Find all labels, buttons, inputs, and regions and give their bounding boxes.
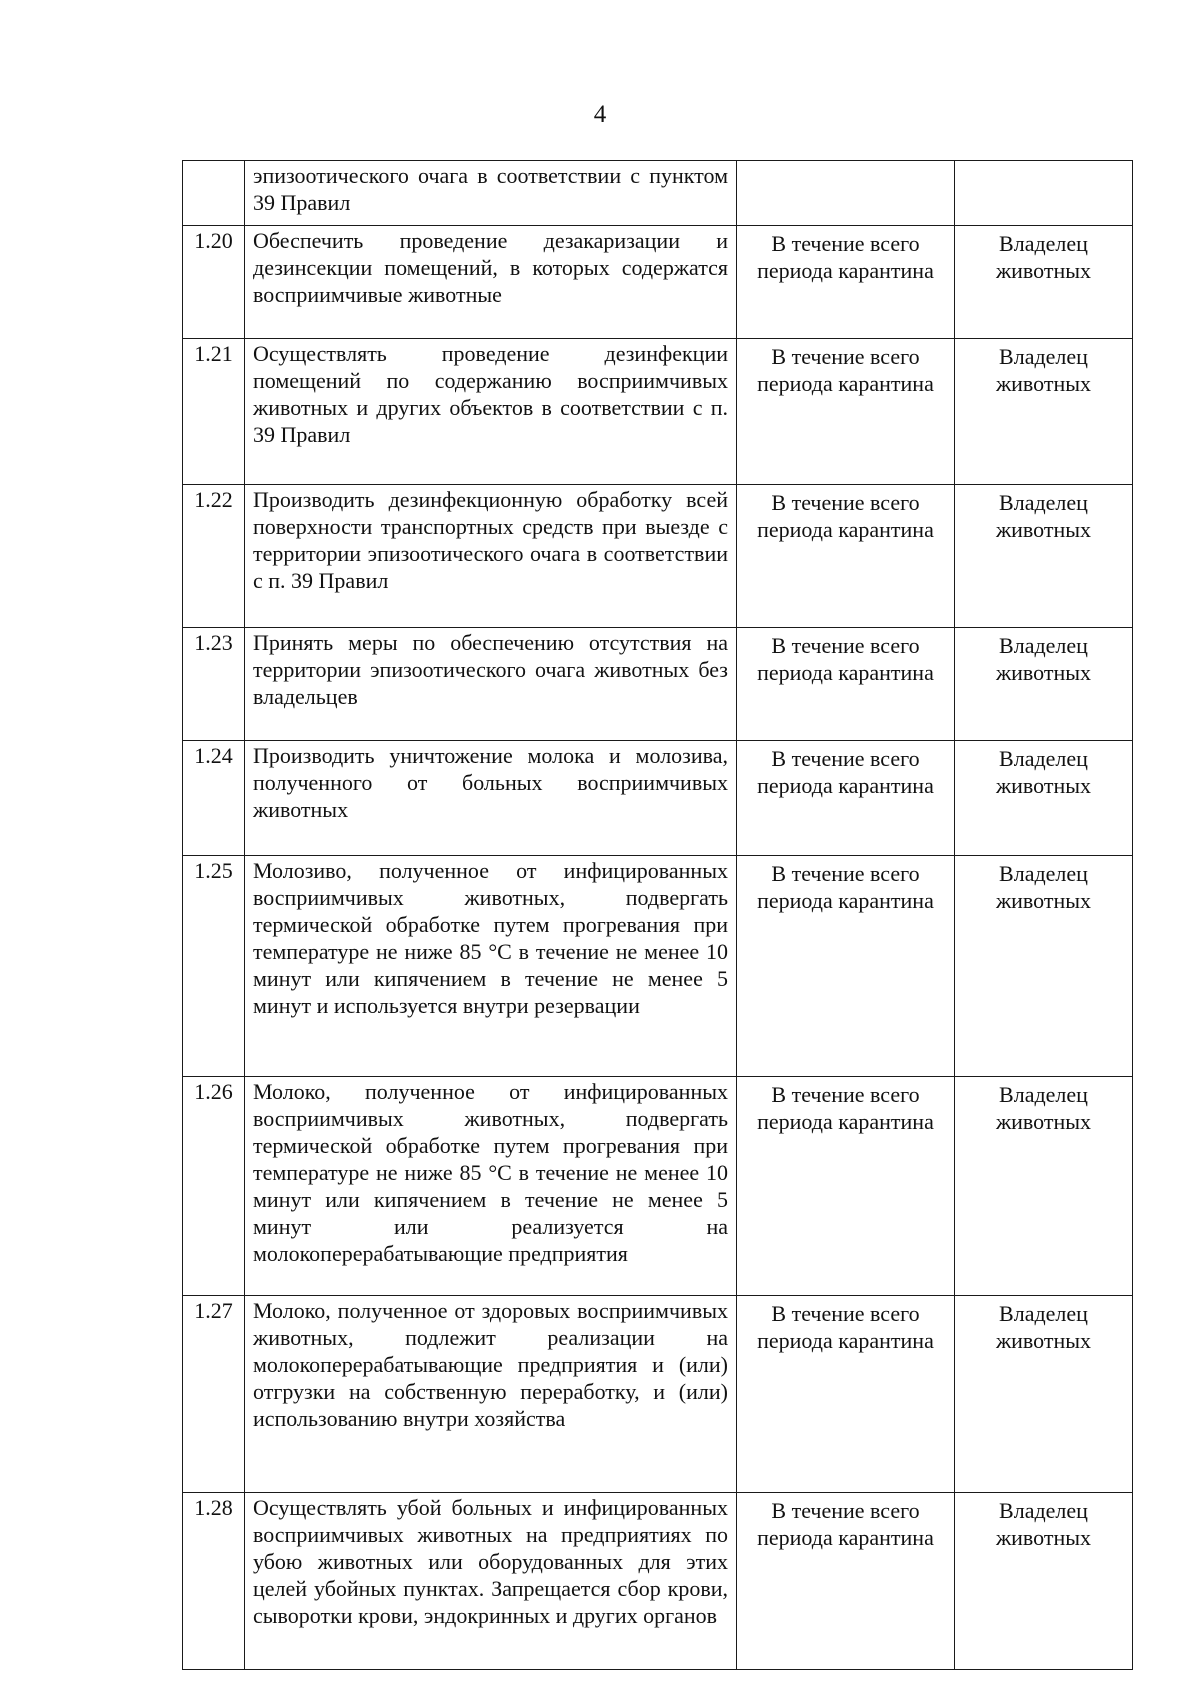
table-row: [183, 339, 1133, 485]
task-cell: Обеспечить проведение дезакаризации и дезинсекции помещений, в которых содержатся восприимчивые животные: [245, 226, 737, 339]
task-cell: Молоко, полученное от здоровых восприимчивых животных, подлежит реализации на молокоперерабатывающие предприятия и (или) отгрузки на собственную переработку, и (или) использованию внутри хозяйства: [245, 1296, 737, 1493]
term-cell: В течение всего периода карантина: [737, 1296, 955, 1493]
term-cell: В течение всего периода карантина: [737, 226, 955, 339]
page-number: 4: [593, 101, 607, 128]
responsible-cell: Владелец животных: [955, 1296, 1133, 1493]
row-number-cell: 1.21: [183, 339, 245, 485]
term-cell: В течение всего периода карантина: [737, 485, 955, 628]
task-cell: эпизоотического очага в соответствии с пунктом 39 Правил: [245, 161, 737, 226]
row-number-cell: 1.23: [183, 628, 245, 741]
table-row: [183, 1296, 1133, 1493]
table-row: [183, 856, 1133, 1077]
row-number-cell: 1.26: [183, 1077, 245, 1296]
responsible-cell: Владелец животных: [955, 226, 1133, 339]
row-number-cell: 1.28: [183, 1493, 245, 1670]
task-cell: Молозиво, полученное от инфицированных восприимчивых животных, подвергать термической обработке путем прогревания при температуре не ниже 85 °С в течение не менее 10 минут или кипячением в течение не менее 5 минут и используется внутри резервации: [245, 856, 737, 1077]
task-cell: Осуществлять убой больных и инфицированных восприимчивых животных на предприятиях по убою животных или оборудованных для этих целей убойных пунктах. Запрещается сбор крови, сыворотки крови, эндокринных и других органов: [245, 1493, 737, 1670]
term-cell: [737, 161, 955, 226]
table-row: [183, 226, 1133, 339]
table-row: [183, 485, 1133, 628]
quarantine-measures-table: [182, 160, 1133, 1670]
row-number-cell: 1.27: [183, 1296, 245, 1493]
task-cell: Производить уничтожение молока и молозива, полученного от больных восприимчивых животных: [245, 741, 737, 856]
row-number-cell: [183, 161, 245, 226]
row-number-cell: 1.24: [183, 741, 245, 856]
table-row: [183, 1493, 1133, 1670]
row-number-cell: 1.22: [183, 485, 245, 628]
responsible-cell: Владелец животных: [955, 1493, 1133, 1670]
table-row-continuation: [183, 161, 1133, 226]
table-row: [183, 741, 1133, 856]
term-cell: В течение всего периода карантина: [737, 339, 955, 485]
term-cell: В течение всего периода карантина: [737, 741, 955, 856]
responsible-cell: [955, 161, 1133, 226]
responsible-cell: Владелец животных: [955, 339, 1133, 485]
responsible-cell: Владелец животных: [955, 741, 1133, 856]
task-cell: Осуществлять проведение дезинфекции помещений по содержанию восприимчивых животных и других объектов в соответствии с п. 39 Правил: [245, 339, 737, 485]
task-cell: Принять меры по обеспечению отсутствия на территории эпизоотического очага животных без владельцев: [245, 628, 737, 741]
responsible-cell: Владелец животных: [955, 485, 1133, 628]
responsible-cell: Владелец животных: [955, 856, 1133, 1077]
table-row: [183, 1077, 1133, 1296]
row-number-cell: 1.20: [183, 226, 245, 339]
term-cell: В течение всего периода карантина: [737, 628, 955, 741]
row-number-cell: 1.25: [183, 856, 245, 1077]
table-row: [183, 628, 1133, 741]
term-cell: В течение всего периода карантина: [737, 1493, 955, 1670]
term-cell: В течение всего периода карантина: [737, 1077, 955, 1296]
task-cell: Молоко, полученное от инфицированных восприимчивых животных, подвергать термической обработке путем прогревания при температуре не ниже 85 °С в течение не менее 10 минут или кипячением в течение не менее 5 минут или реализуется на молокоперерабатывающие предприятия: [245, 1077, 737, 1296]
responsible-cell: Владелец животных: [955, 1077, 1133, 1296]
responsible-cell: Владелец животных: [955, 628, 1133, 741]
term-cell: В течение всего периода карантина: [737, 856, 955, 1077]
task-cell: Производить дезинфекционную обработку всей поверхности транспортных средств при выезде с территории эпизоотического очага в соответствии с п. 39 Правил: [245, 485, 737, 628]
